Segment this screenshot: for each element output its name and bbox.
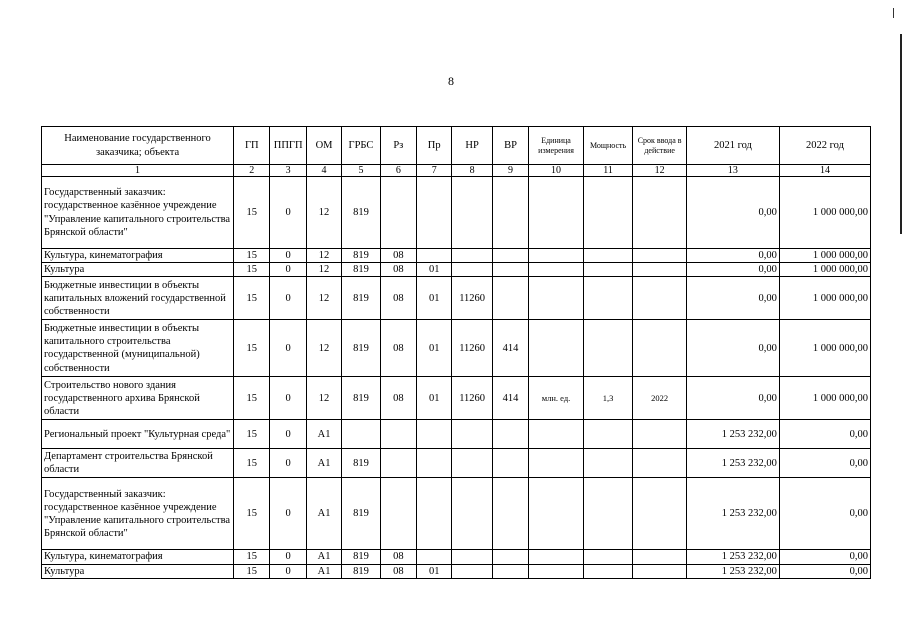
row-name: Региональный проект "Культурная среда" [42, 420, 234, 449]
cell-unit [529, 449, 584, 478]
cell-unit [529, 420, 584, 449]
scan-edge-line [900, 34, 902, 234]
header-rz: Рз [380, 127, 416, 165]
cell-nr [452, 564, 492, 578]
cell-2022: 0,00 [779, 478, 870, 550]
cell-vr: 414 [492, 320, 528, 377]
table-row [42, 564, 871, 578]
cell-vr [492, 249, 528, 263]
cell-nr [452, 249, 492, 263]
cell-gp: 15 [234, 263, 270, 277]
cell-om: 12 [306, 263, 341, 277]
column-number: 12 [633, 165, 687, 177]
cell-unit: млн. ед. [529, 377, 584, 420]
cell-gp: 15 [234, 449, 270, 478]
cell-term [633, 263, 687, 277]
cell-vr: 414 [492, 377, 528, 420]
column-number-row [42, 165, 871, 177]
cell-term [633, 249, 687, 263]
header-ppgp: ППГП [270, 127, 306, 165]
cell-unit [529, 564, 584, 578]
cell-rz [380, 177, 416, 249]
cell-term [633, 320, 687, 377]
header-pr: Пр [417, 127, 452, 165]
column-number: 8 [452, 165, 492, 177]
cell-2022: 1 000 000,00 [779, 320, 870, 377]
table-row [42, 263, 871, 277]
cell-ppgp: 0 [270, 320, 306, 377]
cell-rz: 08 [380, 320, 416, 377]
cell-rz [380, 478, 416, 550]
cell-pr: 01 [417, 277, 452, 320]
cell-grbs: 819 [342, 564, 380, 578]
row-name: Культура [42, 263, 234, 277]
column-number: 3 [270, 165, 306, 177]
cell-om: 12 [306, 177, 341, 249]
cell-om: A1 [306, 478, 341, 550]
cell-vr [492, 177, 528, 249]
cell-term [633, 420, 687, 449]
column-number: 4 [306, 165, 341, 177]
header-row [42, 127, 871, 165]
cell-rz: 08 [380, 277, 416, 320]
cell-pr: 01 [417, 320, 452, 377]
cell-nr [452, 550, 492, 564]
header-nr: НР [452, 127, 492, 165]
cell-2022: 1 000 000,00 [779, 277, 870, 320]
cell-unit [529, 263, 584, 277]
cell-rz [380, 449, 416, 478]
cell-ppgp: 0 [270, 449, 306, 478]
cell-nr [452, 420, 492, 449]
cell-term [633, 277, 687, 320]
cell-power [583, 249, 633, 263]
cell-unit [529, 177, 584, 249]
cell-nr [452, 449, 492, 478]
cell-2022: 0,00 [779, 550, 870, 564]
header-gp: ГП [234, 127, 270, 165]
row-name: Государственный заказчик: государственное казённое учреждение "Управление капитального строительства Брянской области" [42, 177, 234, 249]
table-row [42, 177, 871, 249]
table-row [42, 420, 871, 449]
cell-2021: 0,00 [686, 249, 779, 263]
cell-gp: 15 [234, 249, 270, 263]
cell-grbs: 819 [342, 177, 380, 249]
column-number: 11 [583, 165, 633, 177]
cell-nr: 11260 [452, 277, 492, 320]
cell-power [583, 263, 633, 277]
cell-2021: 0,00 [686, 377, 779, 420]
cell-gp: 15 [234, 550, 270, 564]
cell-om: 12 [306, 249, 341, 263]
column-number: 14 [779, 165, 870, 177]
cell-2022: 1 000 000,00 [779, 377, 870, 420]
cell-power [583, 177, 633, 249]
table-row [42, 550, 871, 564]
cell-2021: 0,00 [686, 177, 779, 249]
cell-term [633, 449, 687, 478]
cell-pr [417, 177, 452, 249]
cell-power [583, 420, 633, 449]
cell-2022: 1 000 000,00 [779, 249, 870, 263]
cell-ppgp: 0 [270, 277, 306, 320]
cell-om: 12 [306, 277, 341, 320]
cell-grbs: 819 [342, 377, 380, 420]
cell-unit [529, 550, 584, 564]
header-name: Наименование государственного заказчика; объекта [42, 127, 234, 165]
cell-pr [417, 249, 452, 263]
cell-pr: 01 [417, 263, 452, 277]
cell-power [583, 564, 633, 578]
row-name: Департамент строительства Брянской области [42, 449, 234, 478]
cell-2021: 1 253 232,00 [686, 449, 779, 478]
cell-grbs: 819 [342, 478, 380, 550]
cell-gp: 15 [234, 320, 270, 377]
column-number: 7 [417, 165, 452, 177]
cell-2022: 1 000 000,00 [779, 177, 870, 249]
cell-ppgp: 0 [270, 478, 306, 550]
cell-ppgp: 0 [270, 177, 306, 249]
cell-vr [492, 550, 528, 564]
header-unit: Единица измерения [529, 127, 584, 165]
scan-edge-mark [893, 8, 894, 18]
cell-vr [492, 277, 528, 320]
cell-nr [452, 478, 492, 550]
cell-2022: 1 000 000,00 [779, 263, 870, 277]
cell-pr: 01 [417, 377, 452, 420]
cell-rz: 08 [380, 263, 416, 277]
cell-gp: 15 [234, 420, 270, 449]
row-name: Культура, кинематография [42, 550, 234, 564]
cell-2021: 1 253 232,00 [686, 420, 779, 449]
cell-gp: 15 [234, 564, 270, 578]
cell-om: 12 [306, 320, 341, 377]
cell-2021: 0,00 [686, 263, 779, 277]
row-name: Бюджетные инвестиции в объекты капитального строительства государственной (муниципальной) собственности [42, 320, 234, 377]
row-name: Культура [42, 564, 234, 578]
cell-grbs [342, 420, 380, 449]
cell-nr: 11260 [452, 320, 492, 377]
cell-ppgp: 0 [270, 249, 306, 263]
cell-grbs: 819 [342, 320, 380, 377]
cell-om: A1 [306, 449, 341, 478]
table-row [42, 449, 871, 478]
cell-2021: 1 253 232,00 [686, 564, 779, 578]
column-number: 9 [492, 165, 528, 177]
cell-grbs: 819 [342, 449, 380, 478]
cell-term [633, 478, 687, 550]
header-om: ОМ [306, 127, 341, 165]
budget-table [41, 126, 871, 579]
cell-power [583, 478, 633, 550]
cell-power [583, 320, 633, 377]
cell-unit [529, 249, 584, 263]
cell-power [583, 277, 633, 320]
cell-vr [492, 420, 528, 449]
cell-term [633, 564, 687, 578]
cell-2022: 0,00 [779, 420, 870, 449]
cell-2021: 1 253 232,00 [686, 478, 779, 550]
cell-ppgp: 0 [270, 377, 306, 420]
cell-ppgp: 0 [270, 263, 306, 277]
cell-power [583, 449, 633, 478]
cell-unit [529, 277, 584, 320]
header-power: Мощность [583, 127, 633, 165]
cell-nr [452, 177, 492, 249]
cell-vr [492, 564, 528, 578]
cell-grbs: 819 [342, 550, 380, 564]
column-number: 6 [380, 165, 416, 177]
cell-om: A1 [306, 420, 341, 449]
cell-gp: 15 [234, 478, 270, 550]
cell-rz: 08 [380, 550, 416, 564]
row-name: Строительство нового здания государственного архива Брянской области [42, 377, 234, 420]
cell-grbs: 819 [342, 249, 380, 263]
cell-term [633, 550, 687, 564]
cell-grbs: 819 [342, 263, 380, 277]
header-2021: 2021 год [686, 127, 779, 165]
cell-nr [452, 263, 492, 277]
page-number: 8 [448, 74, 454, 88]
cell-om: A1 [306, 564, 341, 578]
column-number: 5 [342, 165, 380, 177]
cell-power: 1,3 [583, 377, 633, 420]
cell-pr [417, 550, 452, 564]
cell-power [583, 550, 633, 564]
table-row [42, 277, 871, 320]
cell-ppgp: 0 [270, 550, 306, 564]
column-number: 10 [529, 165, 584, 177]
header-2022: 2022 год [779, 127, 870, 165]
cell-unit [529, 320, 584, 377]
column-number: 2 [234, 165, 270, 177]
cell-om: A1 [306, 550, 341, 564]
column-number: 13 [686, 165, 779, 177]
cell-grbs: 819 [342, 277, 380, 320]
cell-2021: 1 253 232,00 [686, 550, 779, 564]
cell-gp: 15 [234, 377, 270, 420]
cell-ppgp: 0 [270, 420, 306, 449]
cell-term [633, 177, 687, 249]
header-grbs: ГРБС [342, 127, 380, 165]
cell-vr [492, 478, 528, 550]
cell-nr: 11260 [452, 377, 492, 420]
cell-rz: 08 [380, 377, 416, 420]
row-name: Культура, кинематография [42, 249, 234, 263]
cell-2022: 0,00 [779, 564, 870, 578]
cell-2021: 0,00 [686, 320, 779, 377]
table-row [42, 478, 871, 550]
cell-ppgp: 0 [270, 564, 306, 578]
cell-rz: 08 [380, 249, 416, 263]
row-name: Государственный заказчик: государственное казённое учреждение "Управление капитального строительства Брянской области" [42, 478, 234, 550]
cell-pr [417, 449, 452, 478]
cell-pr [417, 478, 452, 550]
cell-unit [529, 478, 584, 550]
cell-om: 12 [306, 377, 341, 420]
table-row [42, 377, 871, 420]
header-term: Срок ввода в действие [633, 127, 687, 165]
row-name: Бюджетные инвестиции в объекты капитальных вложений государственной собственности [42, 277, 234, 320]
cell-pr [417, 420, 452, 449]
header-vr: ВР [492, 127, 528, 165]
cell-2021: 0,00 [686, 277, 779, 320]
cell-term: 2022 [633, 377, 687, 420]
cell-rz: 08 [380, 564, 416, 578]
cell-vr [492, 449, 528, 478]
column-number: 1 [42, 165, 234, 177]
cell-pr: 01 [417, 564, 452, 578]
cell-gp: 15 [234, 277, 270, 320]
cell-gp: 15 [234, 177, 270, 249]
cell-rz [380, 420, 416, 449]
table-row [42, 249, 871, 263]
cell-2022: 0,00 [779, 449, 870, 478]
table-row [42, 320, 871, 377]
cell-vr [492, 263, 528, 277]
